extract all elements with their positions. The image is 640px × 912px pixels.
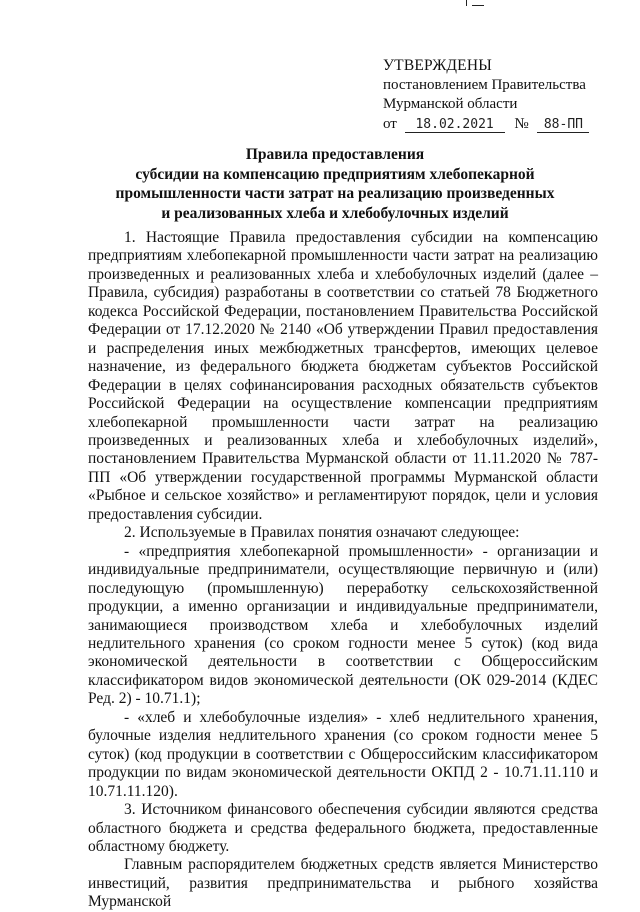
document-title [80, 145, 590, 223]
approval-date: 18.02.2021 [405, 117, 505, 133]
corner-scan-mark [460, 0, 490, 6]
approval-line-1: постановлением Правительства [383, 76, 586, 93]
title-line-4: и реализованных хлеба и хлебобулочных изделий [161, 204, 509, 222]
paragraph-2-item-2: - «хлеб и хлебобулочные изделия» - хлеб недлительного хранения, булочные изделия недлительного хранения (со сроком годности менее 5 суток) (код продукции в соответствии с Общероссийским классификатором продукции по видам экономической деятельности ОКПД 2 - 10.71.11.110 и 10.71.11.120). [88, 708, 598, 800]
title-line-2: субсидии на компенсацию предприятиям хлебопекарной [135, 165, 535, 183]
approval-heading: УТВЕРЖДЕНЫ [383, 57, 492, 74]
title-line-1: Правила предоставления [245, 146, 425, 163]
title-line-3: промышленности части затрат на реализацию произведенных [115, 185, 555, 202]
paragraph-4: Главным распорядителем бюджетных средств является Министерство инвестиций, развития предпринимательства и рыбного хозяйства Мурманской [88, 856, 598, 911]
approval-number-sign: № [514, 115, 529, 132]
approval-stamp [383, 56, 623, 134]
paragraph-2-item-1: - «предприятия хлебопекарной промышленности» - организации и индивидуальные предприниматели, осуществляющие первичную и (или) последующую (промышленную) переработку сельскохозяйственной продукции, а именно организации и индивидуальные предприниматели, занимающиеся производством хлеба и хлебобулочных изделий недлительного хранения (со сроком годности менее 5 суток) (код вида экономической деятельности в соответствии с Общероссийским классификатором видов экономической деятельности (ОК 029-2014 (КДЕС Ред. 2) - 10.71.1); [88, 542, 598, 708]
approval-number: 88-ПП [537, 117, 589, 133]
approval-date-prefix: от [383, 115, 397, 132]
document-body [88, 229, 598, 912]
paragraph-3: 3. Источником финансового обеспечения субсидии являются средства областного бюджета и средства федерального бюджета, предоставленные областному бюджету. [88, 801, 598, 855]
paragraph-2: 2. Используемые в Правилах понятия означают следующее: [124, 524, 520, 542]
paragraph-1: 1. Настоящие Правила предоставления субсидии на компенсацию предприятиям хлебопекарной промышленности части затрат на реализацию произведенных и реализованных хлеба и хлебобулочных изделий (далее – Правила, субсидия) разработаны в соответствии со статьей 78 Бюджетного кодекса Российской Федерации, постановлением Правительства Российской Федерации от 17.12.2020 № 2140 «Об утверждении Правил предоставления и распределения иных межбюджетных трансфертов, имеющих целевое назначение, из федерального бюджета бюджетам субъектов Российской Федерации в целях софинансирования расходных обязательств субъектов Российской Федерации на осуществление компенсации предприятиям хлебопекарной промышленности части затрат на реализацию произведенных и реализованных хлеба и хлебобулочных изделий», постановлением Правительства Мурманской области от 11.11.2020 № 787-ПП «Об утверждении государственной программы Мурманской области «Рыбное и сельское хозяйство» и регламентируют порядок, цели и условия предоставления субсидии. [88, 229, 598, 523]
approval-date-line [383, 115, 623, 135]
approval-line-2: Мурманской области [383, 96, 518, 112]
